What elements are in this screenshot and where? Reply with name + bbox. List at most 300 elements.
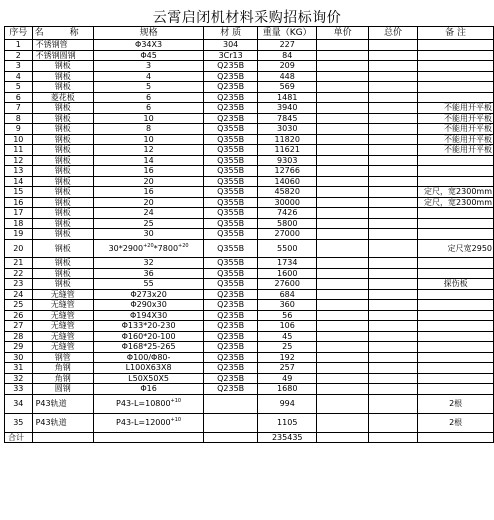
seq-cell: 21: [5, 258, 33, 269]
note-cell: [418, 218, 494, 229]
material-cell: Q235B: [204, 103, 258, 114]
spec-cell: [93, 155, 203, 166]
spec-cell: [93, 258, 203, 269]
unit-price-cell: [317, 187, 368, 198]
seq-cell: 9: [5, 124, 33, 135]
total-price-cell: [368, 413, 417, 432]
note-cell: 不能用开平板: [418, 134, 494, 145]
weight-cell: 1481: [257, 92, 317, 103]
header-total-price: 总价: [368, 27, 417, 40]
spec-cell: [93, 373, 203, 384]
material-cell: 304: [204, 40, 258, 51]
spec-tolerance: +20: [143, 242, 154, 249]
spec-cell: [93, 197, 203, 208]
table-row: [5, 113, 494, 124]
seq-cell: 12: [5, 155, 33, 166]
weight-cell: 84: [257, 50, 317, 61]
note-cell: 定尺，宽2300mm: [418, 187, 494, 198]
header-seq: 序号: [5, 27, 33, 40]
weight-cell: 209: [257, 61, 317, 72]
unit-price-cell: [317, 145, 368, 156]
spec-text: P43-L=10800: [116, 399, 171, 408]
note-cell: 定尺，宽2300mm: [418, 197, 494, 208]
total-price-cell: [368, 82, 417, 93]
name-cell: 钢板: [32, 61, 93, 72]
table-row: [5, 103, 494, 114]
spec-text: 25: [143, 218, 154, 228]
seq-cell: 7: [5, 103, 33, 114]
name-cell: 钢管: [32, 352, 93, 363]
unit-price-cell: [317, 413, 368, 432]
material-cell: Q355B: [204, 124, 258, 135]
table-row: [5, 342, 494, 353]
spec-text: 12: [143, 145, 154, 155]
table-row: [5, 239, 494, 258]
header-name-a: 名: [34, 27, 44, 38]
total-price-cell: [368, 71, 417, 82]
name-cell: 钢板: [32, 71, 93, 82]
material-cell: Q235B: [204, 71, 258, 82]
header-unit-price: 单价: [317, 27, 368, 40]
weight-cell: 3030: [257, 124, 317, 135]
spec-text: 14: [143, 155, 154, 165]
total-price-cell: [368, 134, 417, 145]
name-cell: 无缝管: [32, 300, 93, 311]
unit-price-cell: [317, 103, 368, 114]
name-cell: P43轨道: [32, 394, 93, 413]
material-cell: Q355B: [204, 176, 258, 187]
total-price-cell: [368, 279, 417, 290]
name-cell: 钢板: [32, 229, 93, 240]
weight-cell: 3940: [257, 103, 317, 114]
weight-cell: 360: [257, 300, 317, 311]
table-row: [5, 145, 494, 156]
note-cell: [418, 258, 494, 269]
page-title: 云霄启闭机材料采购招标询价: [152, 10, 342, 26]
note-cell: 不能用开平板: [418, 113, 494, 124]
total-price-cell: [368, 373, 417, 384]
seq-cell: 13: [5, 166, 33, 177]
material-cell: Q355B: [204, 279, 258, 290]
total-price-cell: [368, 155, 417, 166]
spec-tolerance-2: +20: [178, 242, 189, 249]
name-cell: 钢板: [32, 166, 93, 177]
name-cell: 钢板: [32, 218, 93, 229]
table-row: [5, 82, 494, 93]
spec-cell: [93, 413, 203, 432]
spec-cell: [93, 71, 203, 82]
spec-tolerance: +10: [170, 417, 182, 423]
name-cell: P43轨道: [32, 413, 93, 432]
table-row: [5, 166, 494, 177]
spec-cell: [93, 176, 203, 187]
total-name-cell: [32, 432, 93, 443]
unit-price-cell: [317, 218, 368, 229]
spec-cell: [93, 394, 203, 413]
note-cell: [418, 208, 494, 219]
unit-price-cell: [317, 176, 368, 187]
material-cell: Q235B: [204, 310, 258, 321]
table-row: [5, 50, 494, 61]
total-price-cell: [368, 50, 417, 61]
total-price-cell: [368, 321, 417, 332]
unit-price-cell: [317, 82, 368, 93]
spec-cell: [93, 342, 203, 353]
spec-cell: [93, 268, 203, 279]
name-cell: 钢板: [32, 124, 93, 135]
unit-price-cell: [317, 321, 368, 332]
weight-cell: 5500: [257, 239, 317, 258]
table-row: [5, 289, 494, 300]
name-cell: 不锈钢管: [32, 40, 93, 51]
note-cell: [418, 300, 494, 311]
total-price-cell: [368, 363, 417, 374]
note-cell: [418, 82, 494, 93]
note-cell: [418, 373, 494, 384]
weight-cell: 45: [257, 331, 317, 342]
weight-cell: 12766: [257, 166, 317, 177]
note-cell: [418, 268, 494, 279]
seq-cell: 27: [5, 321, 33, 332]
total-price-cell: [368, 229, 417, 240]
unit-price-cell: [317, 50, 368, 61]
seq-cell: 2: [5, 50, 33, 61]
spec-text: 16: [143, 187, 154, 197]
spec-text: P43-L=12000: [116, 418, 171, 427]
seq-cell: 30: [5, 352, 33, 363]
spec-cell: [93, 92, 203, 103]
weight-cell: 1105: [257, 413, 317, 432]
spec-cell: [93, 331, 203, 342]
spec-cell: [93, 124, 203, 135]
total-price-cell: [368, 331, 417, 342]
unit-price-cell: [317, 208, 368, 219]
total-price-cell: [368, 258, 417, 269]
total-price-cell: [368, 352, 417, 363]
name-cell: 角钢: [32, 373, 93, 384]
total-price-cell: [368, 145, 417, 156]
weight-cell: 56: [257, 310, 317, 321]
unit-price-cell: [317, 166, 368, 177]
name-cell: 不锈钢圆钢: [32, 50, 93, 61]
spec-cell: [93, 384, 203, 395]
spec-text: Φ290x30: [130, 300, 167, 310]
spec-cell: [93, 40, 203, 51]
total-spec-cell: [93, 432, 203, 443]
material-cell: Q235B: [204, 321, 258, 332]
seq-cell: 28: [5, 331, 33, 342]
total-price-cell: [368, 218, 417, 229]
seq-cell: 25: [5, 300, 33, 311]
name-cell: 钢板: [32, 176, 93, 187]
material-cell: Q235B: [204, 92, 258, 103]
table-row: [5, 279, 494, 290]
total-price-cell: [368, 166, 417, 177]
note-cell: [418, 40, 494, 51]
material-cell: Q235B: [204, 342, 258, 353]
note-cell: [418, 352, 494, 363]
seq-cell: 17: [5, 208, 33, 219]
note-cell: 2根: [418, 394, 494, 413]
material-cell: Q355B: [204, 197, 258, 208]
spec-text: 10: [143, 134, 154, 144]
name-cell: 钢板: [32, 187, 93, 198]
unit-price-cell: [317, 229, 368, 240]
weight-cell: 25: [257, 342, 317, 353]
seq-cell: 23: [5, 279, 33, 290]
spec-text: Φ273x20: [130, 289, 167, 299]
weight-cell: 27000: [257, 229, 317, 240]
note-cell: [418, 155, 494, 166]
note-cell: [418, 331, 494, 342]
spec-text: L50X50X5: [128, 373, 170, 383]
unit-price-cell: [317, 134, 368, 145]
name-cell: 钢板: [32, 155, 93, 166]
table-row: [5, 61, 494, 72]
table-row: [5, 176, 494, 187]
weight-cell: 684: [257, 289, 317, 300]
material-cell: Q235B: [204, 113, 258, 124]
material-cell: Q355B: [204, 166, 258, 177]
spec-cell: [93, 103, 203, 114]
material-cell: Q235B: [204, 363, 258, 374]
seq-cell: 29: [5, 342, 33, 353]
unit-price-cell: [317, 258, 368, 269]
weight-cell: 257: [257, 363, 317, 374]
spec-text: 24: [143, 208, 154, 218]
name-cell: 钢板: [32, 258, 93, 269]
total-weight: 235435: [257, 432, 317, 443]
table-row: [5, 71, 494, 82]
name-cell: 钢板: [32, 145, 93, 156]
weight-cell: 11621: [257, 145, 317, 156]
note-cell: [418, 289, 494, 300]
material-cell: Q355B: [204, 134, 258, 145]
weight-cell: 7845: [257, 113, 317, 124]
header-weight: 重量（KG）: [257, 27, 317, 40]
weight-cell: 994: [257, 394, 317, 413]
table-row: [5, 331, 494, 342]
header-material: 材 质: [204, 27, 258, 40]
note-cell: [418, 166, 494, 177]
total-price-cell: [368, 394, 417, 413]
total-price-cell: [368, 197, 417, 208]
weight-cell: 14060: [257, 176, 317, 187]
name-cell: 钢板: [32, 197, 93, 208]
spec-cell: [93, 82, 203, 93]
weight-cell: 7426: [257, 208, 317, 219]
unit-price-cell: [317, 310, 368, 321]
spec-text: 30*2900: [108, 243, 144, 253]
name-cell: 圆钢: [32, 384, 93, 395]
weight-cell: 27600: [257, 279, 317, 290]
material-cell: Q355B: [204, 218, 258, 229]
table-row: [5, 300, 494, 311]
seq-cell: 18: [5, 218, 33, 229]
unit-price-cell: [317, 289, 368, 300]
name-cell: 钢板: [32, 208, 93, 219]
spec-text: 36: [143, 268, 154, 278]
note-cell: [418, 384, 494, 395]
unit-price-cell: [317, 155, 368, 166]
name-cell: 钢板: [32, 82, 93, 93]
total-unit-price-cell: [317, 432, 368, 443]
procurement-table: [4, 26, 494, 443]
spec-cell: [93, 289, 203, 300]
spec-text: 5: [146, 82, 152, 92]
note-cell: 不能用开平板: [418, 124, 494, 135]
seq-cell: 26: [5, 310, 33, 321]
table-row: [5, 394, 494, 413]
note-cell: 2根: [418, 413, 494, 432]
table-row: [5, 229, 494, 240]
note-cell: [418, 50, 494, 61]
name-cell: 角钢: [32, 363, 93, 374]
unit-price-cell: [317, 61, 368, 72]
spec-cell: [93, 300, 203, 311]
table-row: [5, 197, 494, 208]
spec-cell: [93, 279, 203, 290]
seq-cell: 24: [5, 289, 33, 300]
material-cell: Q355B: [204, 155, 258, 166]
weight-cell: 1680: [257, 384, 317, 395]
spec-text: 55: [143, 279, 154, 289]
table-row: [5, 268, 494, 279]
seq-cell: 3: [5, 61, 33, 72]
material-cell: Q235B: [204, 300, 258, 311]
total-price-cell: [368, 239, 417, 258]
seq-cell: 1: [5, 40, 33, 51]
note-cell: [418, 229, 494, 240]
table-row: [5, 373, 494, 384]
spec-text: 4: [146, 71, 152, 81]
spec-cell: [93, 218, 203, 229]
total-price-cell: [368, 208, 417, 219]
table-row: [5, 124, 494, 135]
unit-price-cell: [317, 40, 368, 51]
unit-price-cell: [317, 373, 368, 384]
unit-price-cell: [317, 113, 368, 124]
weight-cell: 1600: [257, 268, 317, 279]
spec-text: 32: [143, 258, 154, 268]
material-cell: Q235B: [204, 82, 258, 93]
table-row: [5, 92, 494, 103]
total-price-cell: [368, 300, 417, 311]
material-cell: Q355B: [204, 239, 258, 258]
spec-text: Φ168*25-265: [121, 342, 176, 352]
material-cell: Q235B: [204, 352, 258, 363]
total-price-cell: [368, 187, 417, 198]
spec-text: Φ45: [140, 50, 157, 60]
spec-text: 6: [146, 103, 152, 113]
seq-cell: 31: [5, 363, 33, 374]
seq-cell: 33: [5, 384, 33, 395]
seq-cell: 16: [5, 197, 33, 208]
weight-cell: 9303: [257, 155, 317, 166]
spec-text: 3: [146, 61, 152, 71]
name-cell: 钢板: [32, 239, 93, 258]
unit-price-cell: [317, 71, 368, 82]
spec-cell: [93, 113, 203, 124]
seq-cell: 4: [5, 71, 33, 82]
total-price-cell: [368, 113, 417, 124]
total-price-cell: [368, 342, 417, 353]
total-price-cell: [368, 384, 417, 395]
unit-price-cell: [317, 363, 368, 374]
material-cell: Q235B: [204, 331, 258, 342]
name-cell: 钢板: [32, 113, 93, 124]
material-cell: Q235B: [204, 384, 258, 395]
total-price-cell: [368, 310, 417, 321]
spec-text: Φ100/Φ80-: [126, 352, 171, 362]
weight-cell: 227: [257, 40, 317, 51]
total-price-cell: [368, 40, 417, 51]
weight-cell: 5800: [257, 218, 317, 229]
material-cell: Q355B: [204, 268, 258, 279]
spec-text-after: *7800: [153, 243, 179, 253]
material-cell: Q355B: [204, 229, 258, 240]
table-row: [5, 40, 494, 51]
header-name: [32, 27, 93, 40]
spec-text: 8: [146, 124, 152, 134]
seq-cell: 15: [5, 187, 33, 198]
spec-text: Φ16: [140, 384, 157, 394]
total-notes-cell: [418, 432, 494, 443]
unit-price-cell: [317, 342, 368, 353]
seq-cell: 6: [5, 92, 33, 103]
spec-cell: [93, 321, 203, 332]
spec-cell: [93, 187, 203, 198]
total-material-cell: [204, 432, 258, 443]
weight-cell: 11820: [257, 134, 317, 145]
total-price-cell: [368, 176, 417, 187]
header-spec: 规格: [93, 27, 203, 40]
seq-cell: 14: [5, 176, 33, 187]
seq-cell: 8: [5, 113, 33, 124]
note-cell: [418, 321, 494, 332]
spec-cell: [93, 166, 203, 177]
note-cell: [418, 92, 494, 103]
name-cell: 无缝管: [32, 331, 93, 342]
seq-cell: 34: [5, 394, 33, 413]
note-cell: 探伤板: [418, 279, 494, 290]
unit-price-cell: [317, 352, 368, 363]
unit-price-cell: [317, 384, 368, 395]
spec-cell: [93, 310, 203, 321]
weight-cell: 448: [257, 71, 317, 82]
material-cell: [204, 413, 258, 432]
seq-cell: 32: [5, 373, 33, 384]
name-cell: 钢板: [32, 268, 93, 279]
material-cell: Q235B: [204, 289, 258, 300]
spec-cell: [93, 134, 203, 145]
spec-text: 30: [143, 229, 154, 239]
material-cell: [204, 394, 258, 413]
seq-cell: 20: [5, 239, 33, 258]
note-cell: [418, 71, 494, 82]
spec-text: Φ194X30: [129, 310, 168, 320]
unit-price-cell: [317, 197, 368, 208]
weight-cell: 30000: [257, 197, 317, 208]
spec-text: Φ34X3: [135, 40, 163, 50]
note-cell: 定尺宽2950: [418, 239, 494, 258]
spec-cell: [93, 208, 203, 219]
table-row: [5, 134, 494, 145]
spec-cell: [93, 145, 203, 156]
table-row: [5, 363, 494, 374]
unit-price-cell: [317, 279, 368, 290]
table-row: [5, 218, 494, 229]
